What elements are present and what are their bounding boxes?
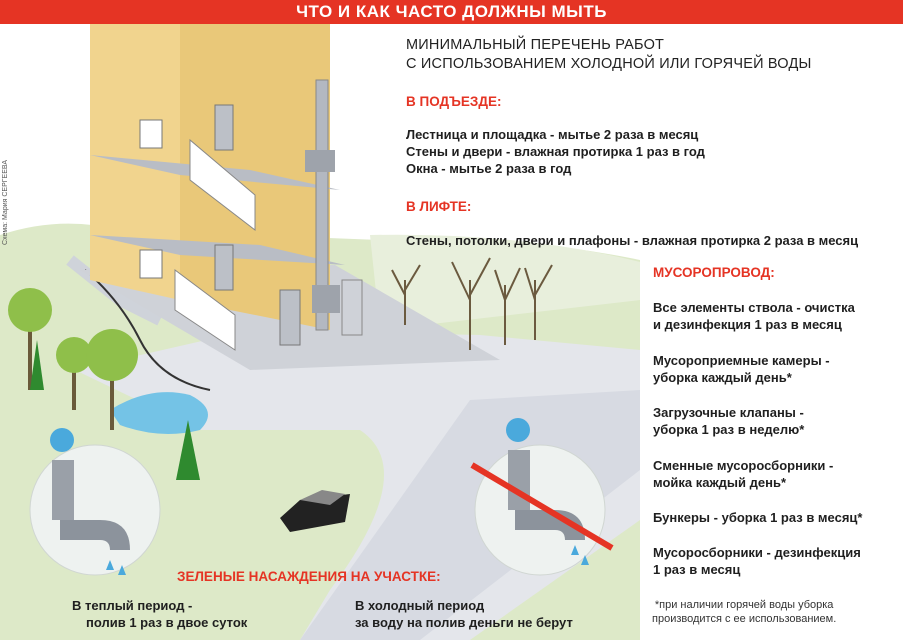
page-title: ЧТО И КАК ЧАСТО ДОЛЖНЫ МЫТЬ (296, 2, 607, 21)
footnote-line: *при наличии горячей воды уборка (654, 599, 834, 611)
list-item: Окна - мытье 2 раза в год (406, 161, 572, 176)
list-item: полив 1 раз в двое суток (86, 615, 248, 630)
chute-heading: МУСОРОПРОВОД: (653, 265, 775, 280)
window (140, 120, 162, 148)
footnote (652, 598, 836, 626)
list-item: 1 раз в месяц (653, 562, 741, 577)
entrance-door (280, 290, 300, 345)
list-item: В теплый период - (72, 598, 193, 613)
subtitle-line: С ИСПОЛЬЗОВАНИЕМ ХОЛОДНОЙ ИЛИ ГОРЯЧЕЙ ВОДЫ (406, 56, 812, 72)
list-item: Бункеры - уборка 1 раз в месяц* (653, 510, 863, 525)
list-item: Сменные мусоросборники - (653, 458, 834, 473)
chute-box (312, 285, 340, 313)
chute-box (305, 150, 335, 172)
chute-item (653, 457, 833, 491)
door (215, 105, 233, 150)
list-item: Загрузочные клапаны - (653, 405, 804, 420)
greenery-heading: ЗЕЛЕНЫЕ НАСАЖДЕНИЯ НА УЧАСТКЕ: (177, 569, 441, 584)
list-item: Все элементы ствола - очистка (653, 300, 855, 315)
bin (342, 280, 362, 335)
chute-item (653, 299, 855, 333)
subtitle-line: МИНИМАЛЬНЫЙ ПЕРЕЧЕНЬ РАБОТ (406, 37, 665, 53)
chute-item (653, 352, 830, 386)
list-item: уборка каждый день* (653, 370, 792, 385)
chute-item (653, 544, 861, 578)
list-item: Лестница и площадка - мытье 2 раза в месяц (406, 127, 699, 142)
entrance-heading: В ПОДЪЕЗДЕ: (406, 94, 502, 109)
greenery-warm (72, 597, 247, 631)
author-credit: Схема: Мария СЕРГЕЕВА (2, 160, 9, 245)
subtitle (406, 36, 846, 74)
list-item: уборка 1 раз в неделю* (653, 422, 805, 437)
door (215, 245, 233, 290)
list-item: Мусороприемные камеры - (653, 353, 830, 368)
list-item: В холодный период (355, 598, 485, 613)
window (140, 250, 162, 278)
entrance-list (406, 126, 705, 177)
list-item: Мусоросборники - дезинфекция (653, 545, 861, 560)
footnote-line: производится с ее использованием. (652, 613, 837, 625)
list-item: Стены и двери - влажная протирка 1 раз в год (406, 144, 705, 159)
chute-item (653, 509, 862, 526)
greenery-cold (355, 597, 573, 631)
list-item: и дезинфекция 1 раз в месяц (653, 317, 842, 332)
elevator-item: Стены, потолки, двери и плафоны - влажная протирка 2 раза в месяц (406, 233, 859, 248)
list-item: мойка каждый день* (653, 475, 787, 490)
chute-item (653, 404, 804, 438)
elevator-heading: В ЛИФТЕ: (406, 199, 472, 214)
list-item: за воду на полив деньги не берут (355, 615, 573, 630)
